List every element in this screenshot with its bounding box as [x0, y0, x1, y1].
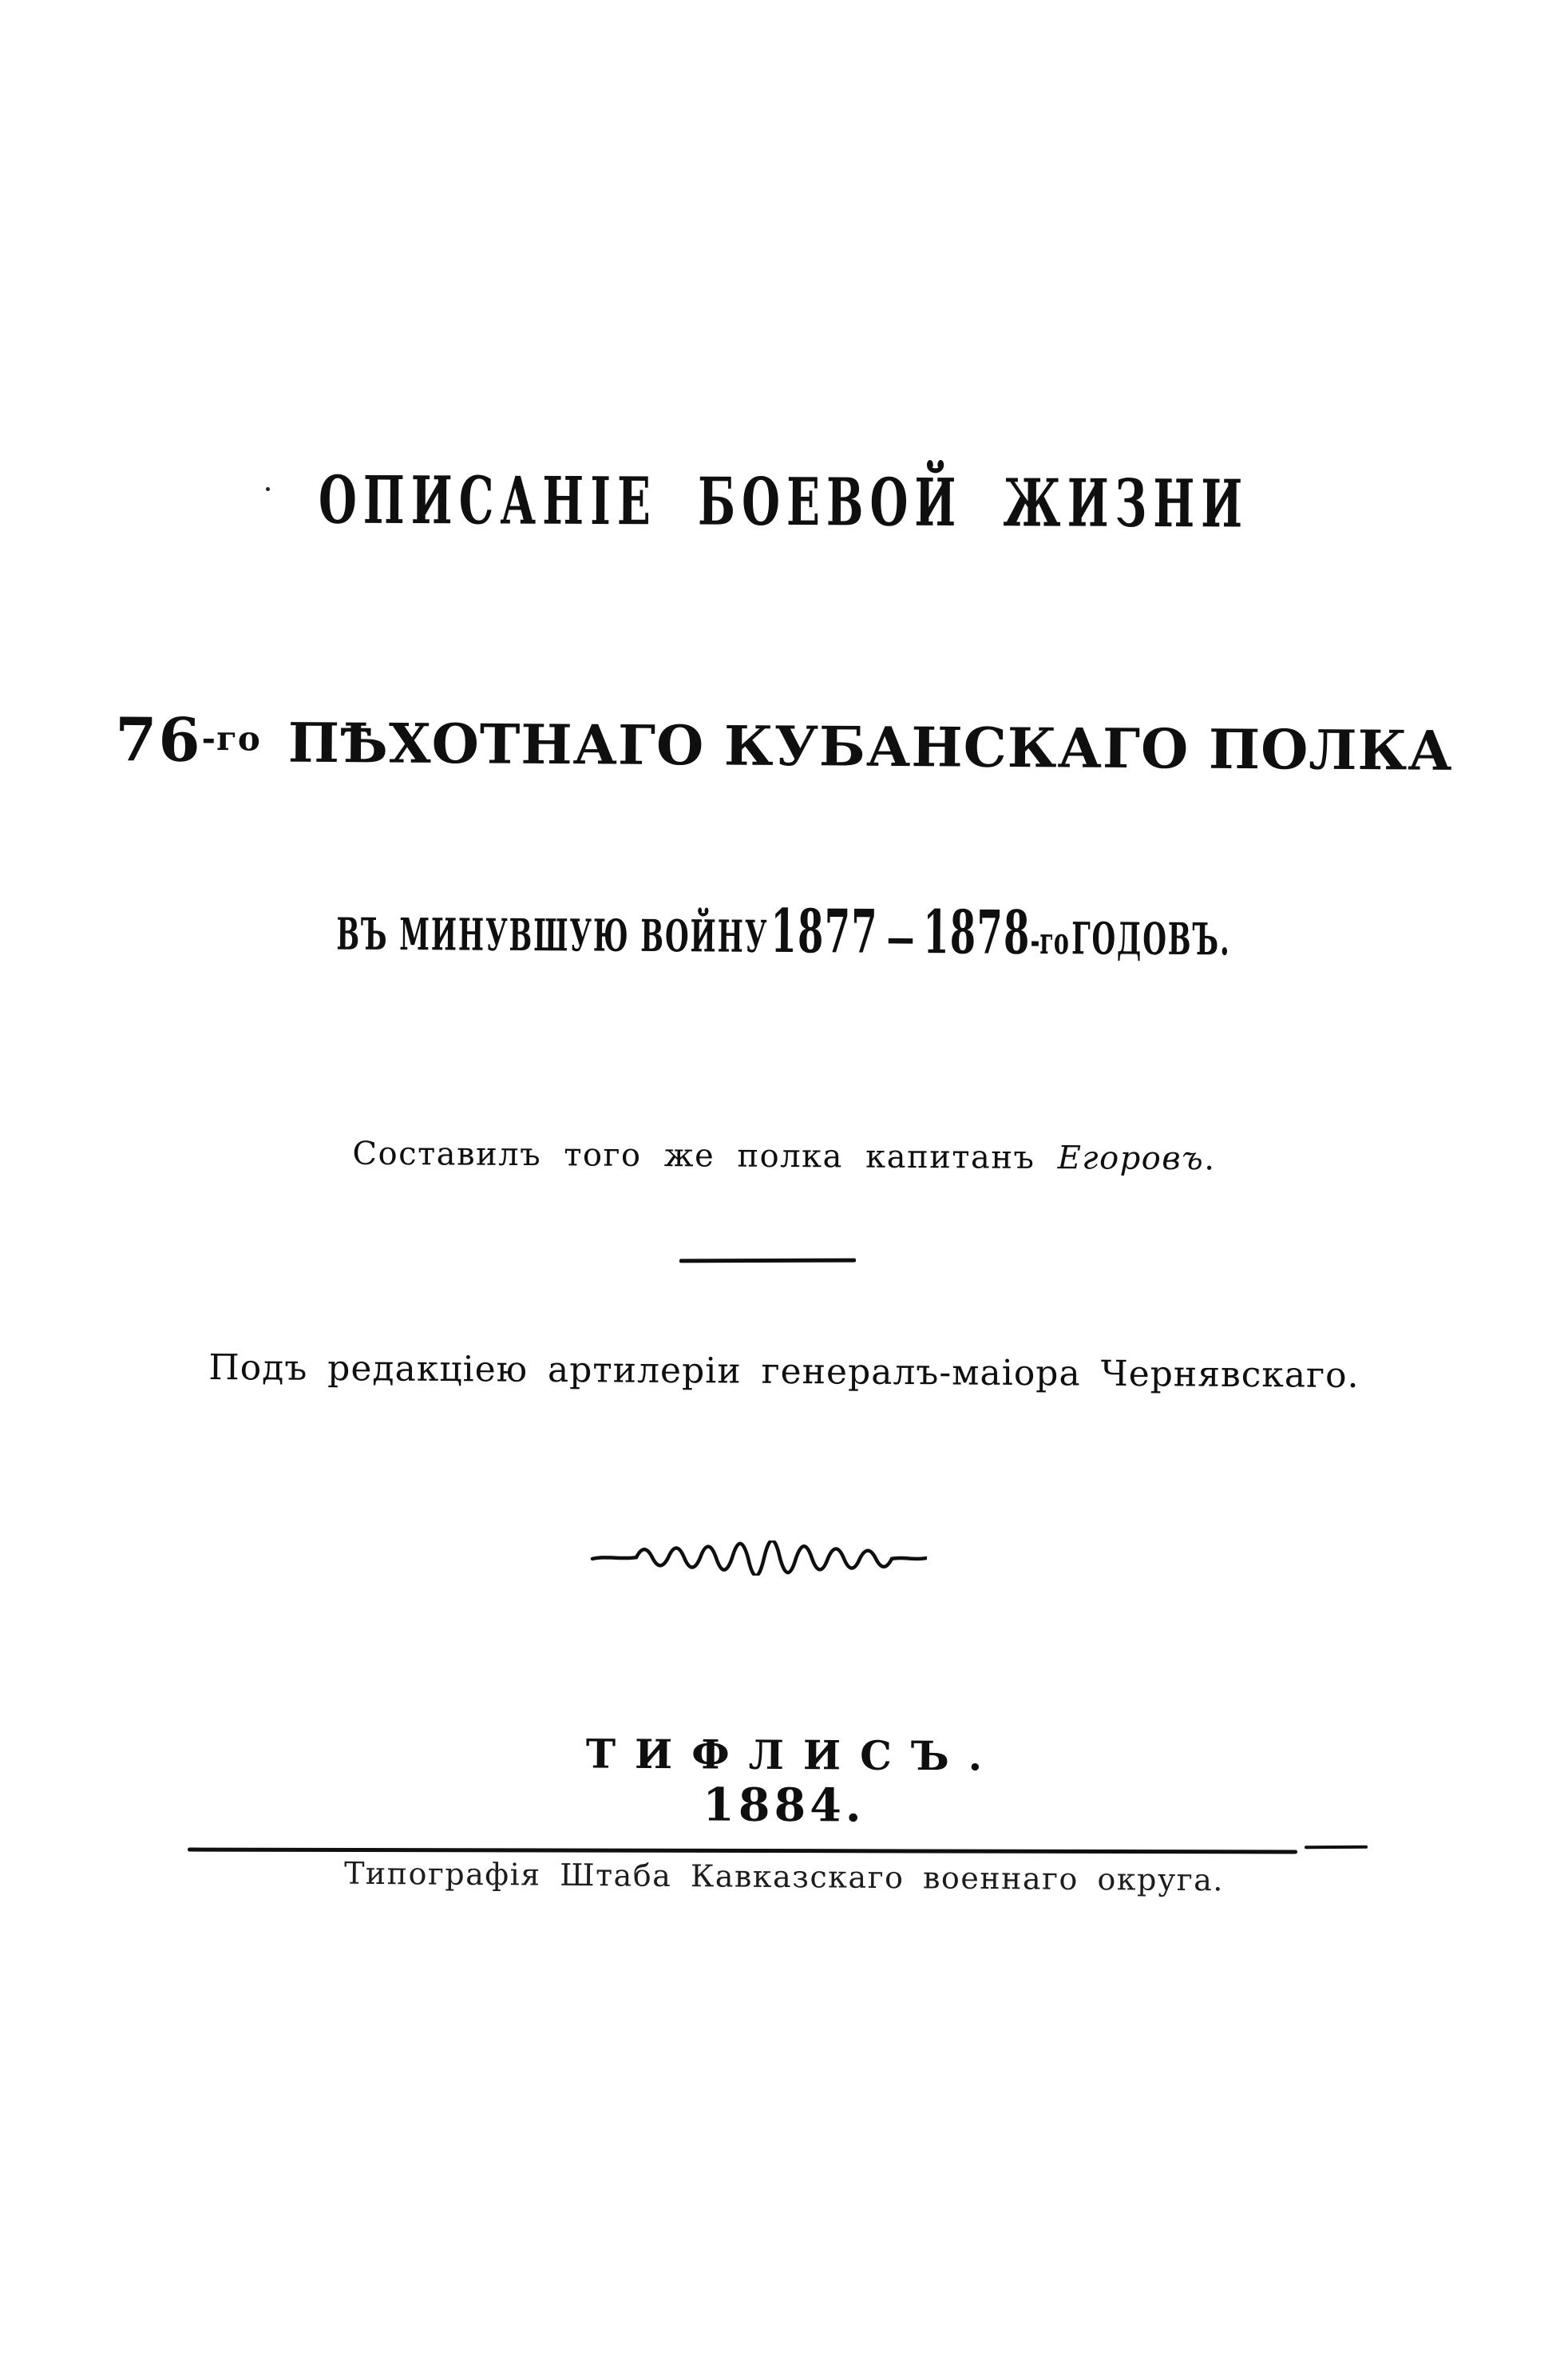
- author-prefix: Составилъ того же полка капитанъ: [352, 1135, 1035, 1176]
- imprint-divider: [188, 1848, 1297, 1854]
- imprint-divider-end: [1305, 1846, 1368, 1849]
- printer-imprint: Типографія Штаба Кавказскаго военнаго округа.: [343, 1855, 1225, 1898]
- squiggle-ornament: [590, 1540, 927, 1576]
- publication-year: 1884.: [703, 1778, 865, 1833]
- campaign-suffix: ГОДОВЪ.: [1071, 912, 1232, 965]
- campaign-subtitle-text: [336, 895, 1232, 968]
- regiment-name: ПѢХОТНАГО КУБАНСКАГО ПОЛКА: [287, 711, 1454, 783]
- author-line: [0, 1136, 1568, 1177]
- campaign-ordinal: -го: [1030, 918, 1070, 963]
- campaign-year-start: 1877: [770, 895, 879, 967]
- campaign-dash: —: [887, 910, 915, 963]
- campaign-year-end: 1878: [923, 897, 1031, 968]
- author-period: .: [1204, 1140, 1216, 1178]
- editor-line: Подъ редакціею артилеріи генералъ-маіора Чернявскаго.: [208, 1346, 1360, 1397]
- book-title: [0, 462, 1568, 543]
- book-title-text: ОПИСАНІЕ БОЕВОЙ ЖИЗНИ: [319, 462, 1249, 543]
- author-name: Егоровъ: [1057, 1140, 1205, 1178]
- regiment-title: [0, 704, 1568, 783]
- short-divider: [679, 1259, 856, 1263]
- campaign-prefix: ВЪ МИНУВШУЮ ВОЙНУ: [336, 907, 769, 962]
- campaign-subtitle: [0, 897, 1568, 966]
- regiment-ordinal: -го: [201, 718, 261, 759]
- publication-city: ТИФЛИСЪ.: [585, 1730, 1002, 1780]
- regiment-number: 76: [114, 704, 202, 775]
